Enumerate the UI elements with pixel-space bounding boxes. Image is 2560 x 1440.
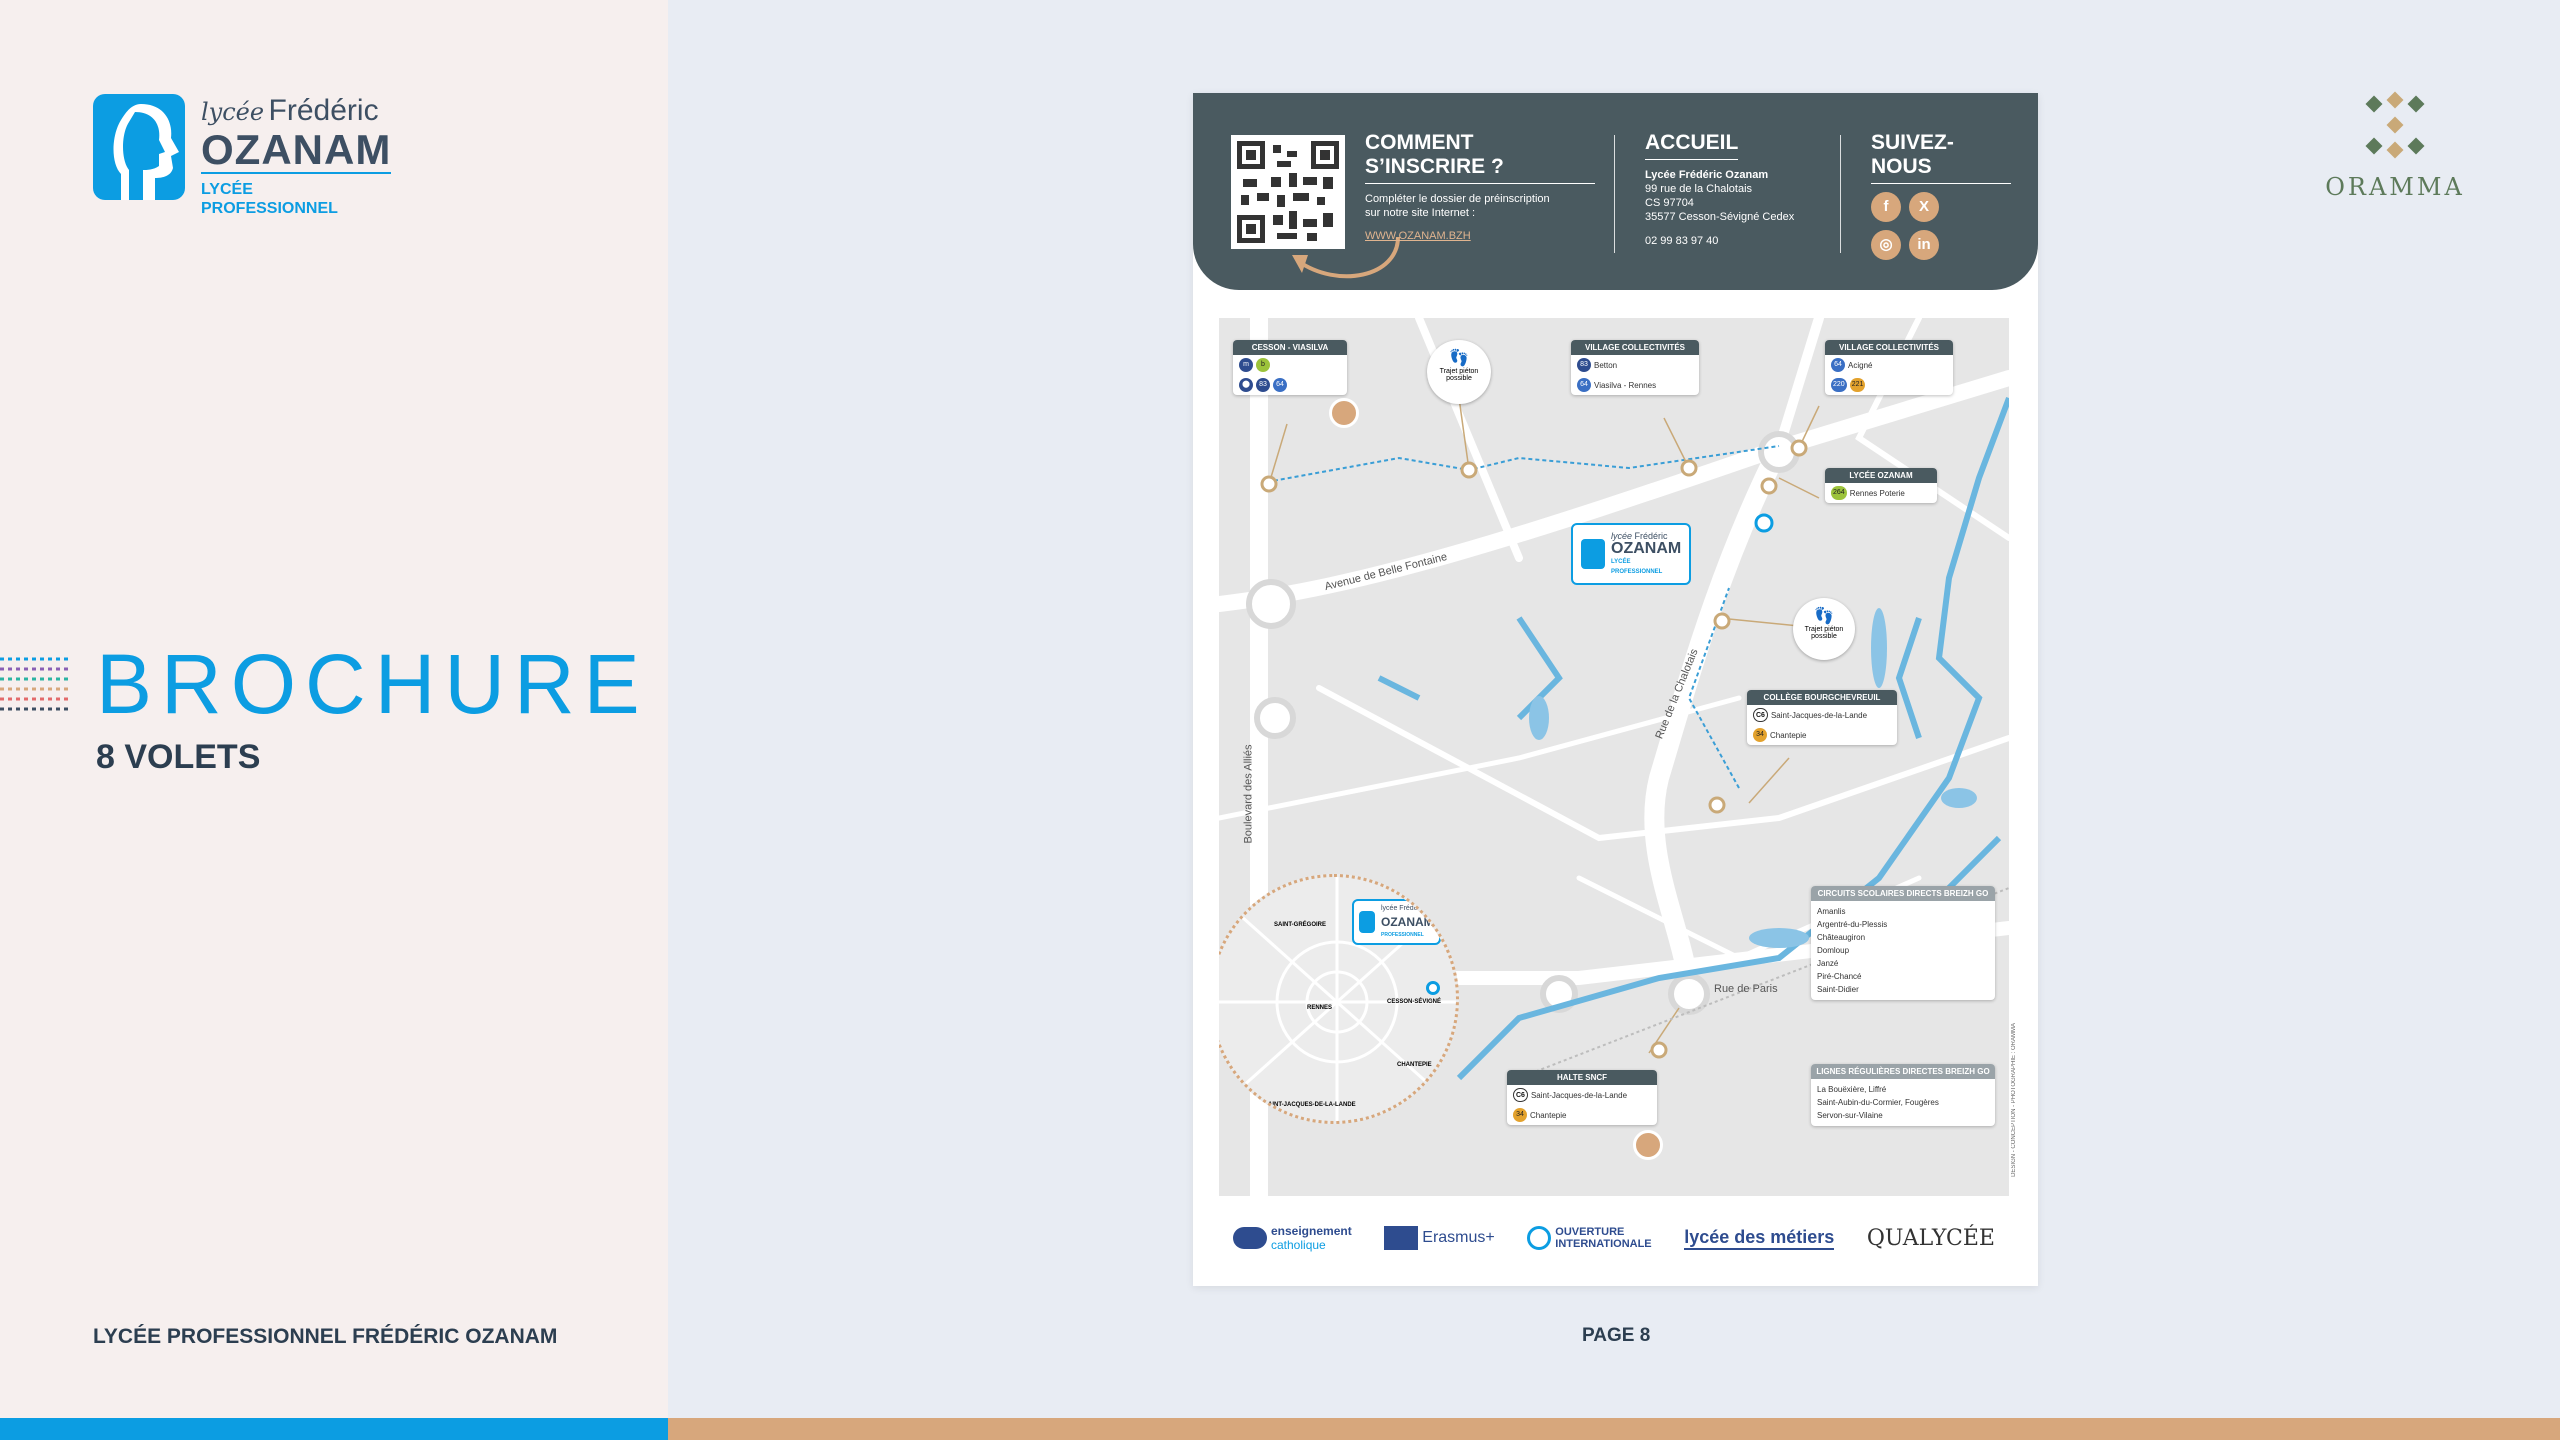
partner-enseignement-catholique bbox=[1233, 1224, 1352, 1252]
destination: Acigné bbox=[1848, 360, 1873, 370]
globe-icon bbox=[1527, 1226, 1551, 1250]
inset-logo-ozanam: OZANAM bbox=[1381, 915, 1434, 929]
reception-line-4: 35577 Cesson-Sévigné Cedex bbox=[1645, 211, 1795, 223]
walk-label: Trajet piéton possible bbox=[1439, 368, 1479, 382]
city-inset-map bbox=[1219, 874, 1459, 1124]
line-badge: 64 bbox=[1273, 378, 1287, 392]
card-title: VILLAGE COLLECTIVITÉS bbox=[1571, 340, 1699, 355]
stop-card-lycee bbox=[1825, 468, 1937, 503]
circuit-line: Janzé bbox=[1817, 959, 1839, 968]
line-badge: 34 bbox=[1753, 728, 1767, 742]
regular-line: La Bouëxière, Liffré bbox=[1817, 1085, 1887, 1094]
profile-logo-icon bbox=[93, 94, 185, 200]
destination: Rennes Poterie bbox=[1849, 488, 1905, 498]
design-credit: DESIGN - CONCEPTION - PHOTOGRAPHIE : ORAMMA bbox=[2011, 1023, 2017, 1177]
partner-qualycee: QUALYCÉE bbox=[1866, 1225, 1995, 1251]
bottom-bar-blue bbox=[0, 1418, 668, 1440]
map-logo-sub2: PROFESSIONNEL bbox=[1611, 569, 1663, 575]
map-logo-ozanam: OZANAM bbox=[1611, 540, 1682, 557]
brochure-title: BROCHURE bbox=[96, 637, 649, 731]
inset-label: CHANTEPIE bbox=[1397, 1062, 1432, 1068]
line-badge: 64 bbox=[1577, 378, 1591, 392]
reception-phone: 02 99 83 97 40 bbox=[1645, 235, 1719, 247]
metro-icon: m bbox=[1239, 358, 1253, 372]
partner-erasmus bbox=[1384, 1226, 1494, 1250]
x-twitter-icon[interactable]: X bbox=[1909, 192, 1939, 222]
inset-school-logo bbox=[1352, 899, 1441, 945]
page-number: PAGE 8 bbox=[1582, 1325, 1651, 1346]
footer-school-name: LYCÉE PROFESSIONNEL FRÉDÉRIC OZANAM bbox=[93, 1325, 558, 1348]
map-school-logo bbox=[1571, 523, 1691, 585]
regular-line: Saint-Aubin-du-Cormier, Fougères bbox=[1817, 1098, 1939, 1107]
social-column bbox=[1871, 131, 2011, 260]
bottom-bar-tan bbox=[668, 1418, 2560, 1440]
decorative-dots-icon bbox=[0, 655, 70, 713]
bus-icon: ⬤ bbox=[1239, 378, 1253, 392]
inset-label: RENNES bbox=[1307, 1005, 1333, 1011]
linkedin-icon[interactable]: in bbox=[1909, 230, 1939, 260]
road-label: Boulevard des Alliés bbox=[1242, 744, 1255, 844]
stop-card-circuits bbox=[1811, 886, 1995, 1000]
stop-card-village-1 bbox=[1571, 340, 1699, 395]
stop-card-lignes bbox=[1811, 1064, 1995, 1126]
destination: Saint-Jacques-de-la-Lande bbox=[1770, 710, 1868, 720]
road-label: Avenue de Belle Fontaine bbox=[1323, 550, 1449, 594]
footprints-icon: 👣 bbox=[1814, 608, 1834, 625]
inset-logo-lycee: lycée bbox=[1381, 905, 1398, 912]
circuit-line: Saint-Didier bbox=[1817, 985, 1859, 994]
walk-badge bbox=[1793, 598, 1855, 660]
inset-label: SAINT-JACQUES-DE-LA-LANDE bbox=[1264, 1102, 1356, 1108]
destination: Chantepie bbox=[1770, 730, 1807, 740]
reception-line-1: Lycée Frédéric Ozanam bbox=[1645, 169, 1769, 181]
school-pin-icon bbox=[1426, 981, 1440, 995]
line-badge: C6 bbox=[1753, 708, 1768, 722]
register-title: COMMENT S’INSCRIRE ? bbox=[1365, 131, 1595, 184]
logo-ozanam: OZANAM bbox=[201, 126, 392, 173]
logo-sub1: LYCÉE bbox=[201, 181, 253, 198]
stop-card-halte bbox=[1507, 1070, 1657, 1125]
stop-card-village-2 bbox=[1825, 340, 1953, 395]
reception-line-2: 99 rue de la Chalotais bbox=[1645, 183, 1753, 195]
stop-card-college bbox=[1747, 690, 1897, 745]
instagram-icon[interactable]: ◎ bbox=[1871, 230, 1901, 260]
line-badge: 83 bbox=[1256, 378, 1270, 392]
card-title: LYCÉE OZANAM bbox=[1825, 468, 1937, 483]
bus-b-icon: b bbox=[1256, 358, 1270, 372]
line-badge: 83 bbox=[1577, 358, 1591, 372]
road-label: Rue de la Chalotais bbox=[1653, 647, 1701, 741]
card-title: CESSON - VIASILVA bbox=[1233, 340, 1347, 355]
card-title: CIRCUITS SCOLAIRES DIRECTS BREIZH GO bbox=[1811, 886, 1995, 901]
inset-label: SAINT-GRÉGOIRE bbox=[1274, 922, 1327, 928]
ec-logo-icon bbox=[1233, 1227, 1267, 1249]
inset-logo-frederic: Frédéric bbox=[1399, 905, 1425, 912]
card-title: VILLAGE COLLECTIVITÉS bbox=[1825, 340, 1953, 355]
header-divider bbox=[1614, 135, 1615, 253]
school-logo bbox=[93, 94, 391, 218]
train-stop-icon bbox=[1329, 398, 1359, 428]
circuit-line: Piré-Chancé bbox=[1817, 972, 1862, 981]
card-title: COLLÈGE BOURGCHEVREUIL bbox=[1747, 690, 1897, 705]
curved-arrow-icon bbox=[1288, 233, 1408, 293]
map-logo-lycee: lycée bbox=[1611, 531, 1633, 541]
reception-line-3: CS 97704 bbox=[1645, 197, 1694, 209]
circuit-line: Domloup bbox=[1817, 946, 1850, 955]
partner-ouverture bbox=[1527, 1226, 1651, 1250]
inset-logo-sub: PROFESSIONNEL bbox=[1381, 932, 1424, 938]
access-map bbox=[1219, 318, 2009, 1196]
line-badge: C6 bbox=[1513, 1088, 1528, 1102]
map-logo-frederic: Frédéric bbox=[1634, 531, 1668, 541]
logo-frederic: Frédéric bbox=[268, 94, 379, 127]
ouverture-line-2: INTERNATIONALE bbox=[1555, 1238, 1652, 1250]
regular-line: Servon-sur-Vilaine bbox=[1817, 1111, 1883, 1120]
stop-card-cesson bbox=[1233, 340, 1347, 395]
doc-header bbox=[1193, 93, 2038, 290]
social-title: SUIVEZ-NOUS bbox=[1871, 131, 2011, 184]
destination: Saint-Jacques-de-la-Lande bbox=[1530, 1090, 1628, 1100]
partner-logos bbox=[1219, 1213, 2009, 1263]
circuit-line: Argentré-du-Plessis bbox=[1817, 920, 1888, 929]
header-divider bbox=[1840, 135, 1841, 253]
erasmus-label: Erasmus+ bbox=[1422, 1229, 1495, 1246]
card-title: LIGNES RÉGULIÈRES DIRECTES BREIZH GO bbox=[1811, 1064, 1995, 1079]
register-text-1: Compléter le dossier de préinscription bbox=[1365, 193, 1550, 205]
circuit-line: Châteaugiron bbox=[1817, 933, 1866, 942]
ouverture-line-1: OUVERTURE bbox=[1555, 1226, 1625, 1238]
card-title: HALTE SNCF bbox=[1507, 1070, 1657, 1085]
road-label: Rue de Paris bbox=[1714, 983, 1778, 995]
train-icon bbox=[1633, 1130, 1663, 1160]
register-column bbox=[1365, 131, 1595, 242]
circuit-line: Amanlis bbox=[1817, 907, 1846, 916]
walk-label: Trajet piéton possible bbox=[1804, 626, 1844, 640]
profile-logo-icon bbox=[1359, 911, 1375, 933]
agency-name: ORAMMA bbox=[2325, 173, 2465, 201]
line-badge: 34 bbox=[1513, 1108, 1527, 1122]
destination: Chantepie bbox=[1530, 1110, 1567, 1120]
reception-title: ACCUEIL bbox=[1645, 131, 1738, 160]
ec-line-2: catholique bbox=[1271, 1238, 1326, 1252]
brochure-subtitle: 8 VOLETS bbox=[96, 738, 261, 776]
line-badge: 264 bbox=[1831, 486, 1847, 500]
reception-column bbox=[1645, 131, 1835, 248]
logo-sub2: PROFESSIONNEL bbox=[201, 200, 338, 217]
line-badge: 64 bbox=[1831, 358, 1845, 372]
website-link[interactable]: WWW.OZANAM.BZH bbox=[1365, 230, 1471, 242]
walk-badge bbox=[1427, 340, 1491, 404]
qr-code-icon bbox=[1231, 135, 1345, 249]
register-text-2: sur notre site Internet : bbox=[1365, 207, 1476, 219]
map-logo-sub1: LYCÉE bbox=[1611, 559, 1631, 565]
footprints-icon: 👣 bbox=[1449, 350, 1469, 367]
facebook-icon[interactable]: f bbox=[1871, 192, 1901, 222]
destination: Viasilva - Rennes bbox=[1594, 380, 1657, 390]
brochure-page-preview bbox=[1193, 93, 2038, 1286]
agency-logo bbox=[2320, 90, 2470, 201]
oramma-emblem-icon bbox=[2360, 90, 2430, 160]
inset-label: CESSON-SÉVIGNÉ bbox=[1387, 999, 1442, 1005]
line-badge: 220 bbox=[1831, 378, 1847, 392]
profile-logo-icon bbox=[1581, 539, 1605, 569]
logo-lycee: lycée bbox=[201, 98, 265, 126]
destination: Betton bbox=[1594, 360, 1618, 370]
partner-lycee-des-metiers: lycée des métiers bbox=[1684, 1227, 1834, 1250]
ec-line-1: enseignement bbox=[1271, 1224, 1352, 1238]
eu-flag-icon bbox=[1384, 1226, 1418, 1250]
line-badge: 221 bbox=[1850, 378, 1866, 392]
